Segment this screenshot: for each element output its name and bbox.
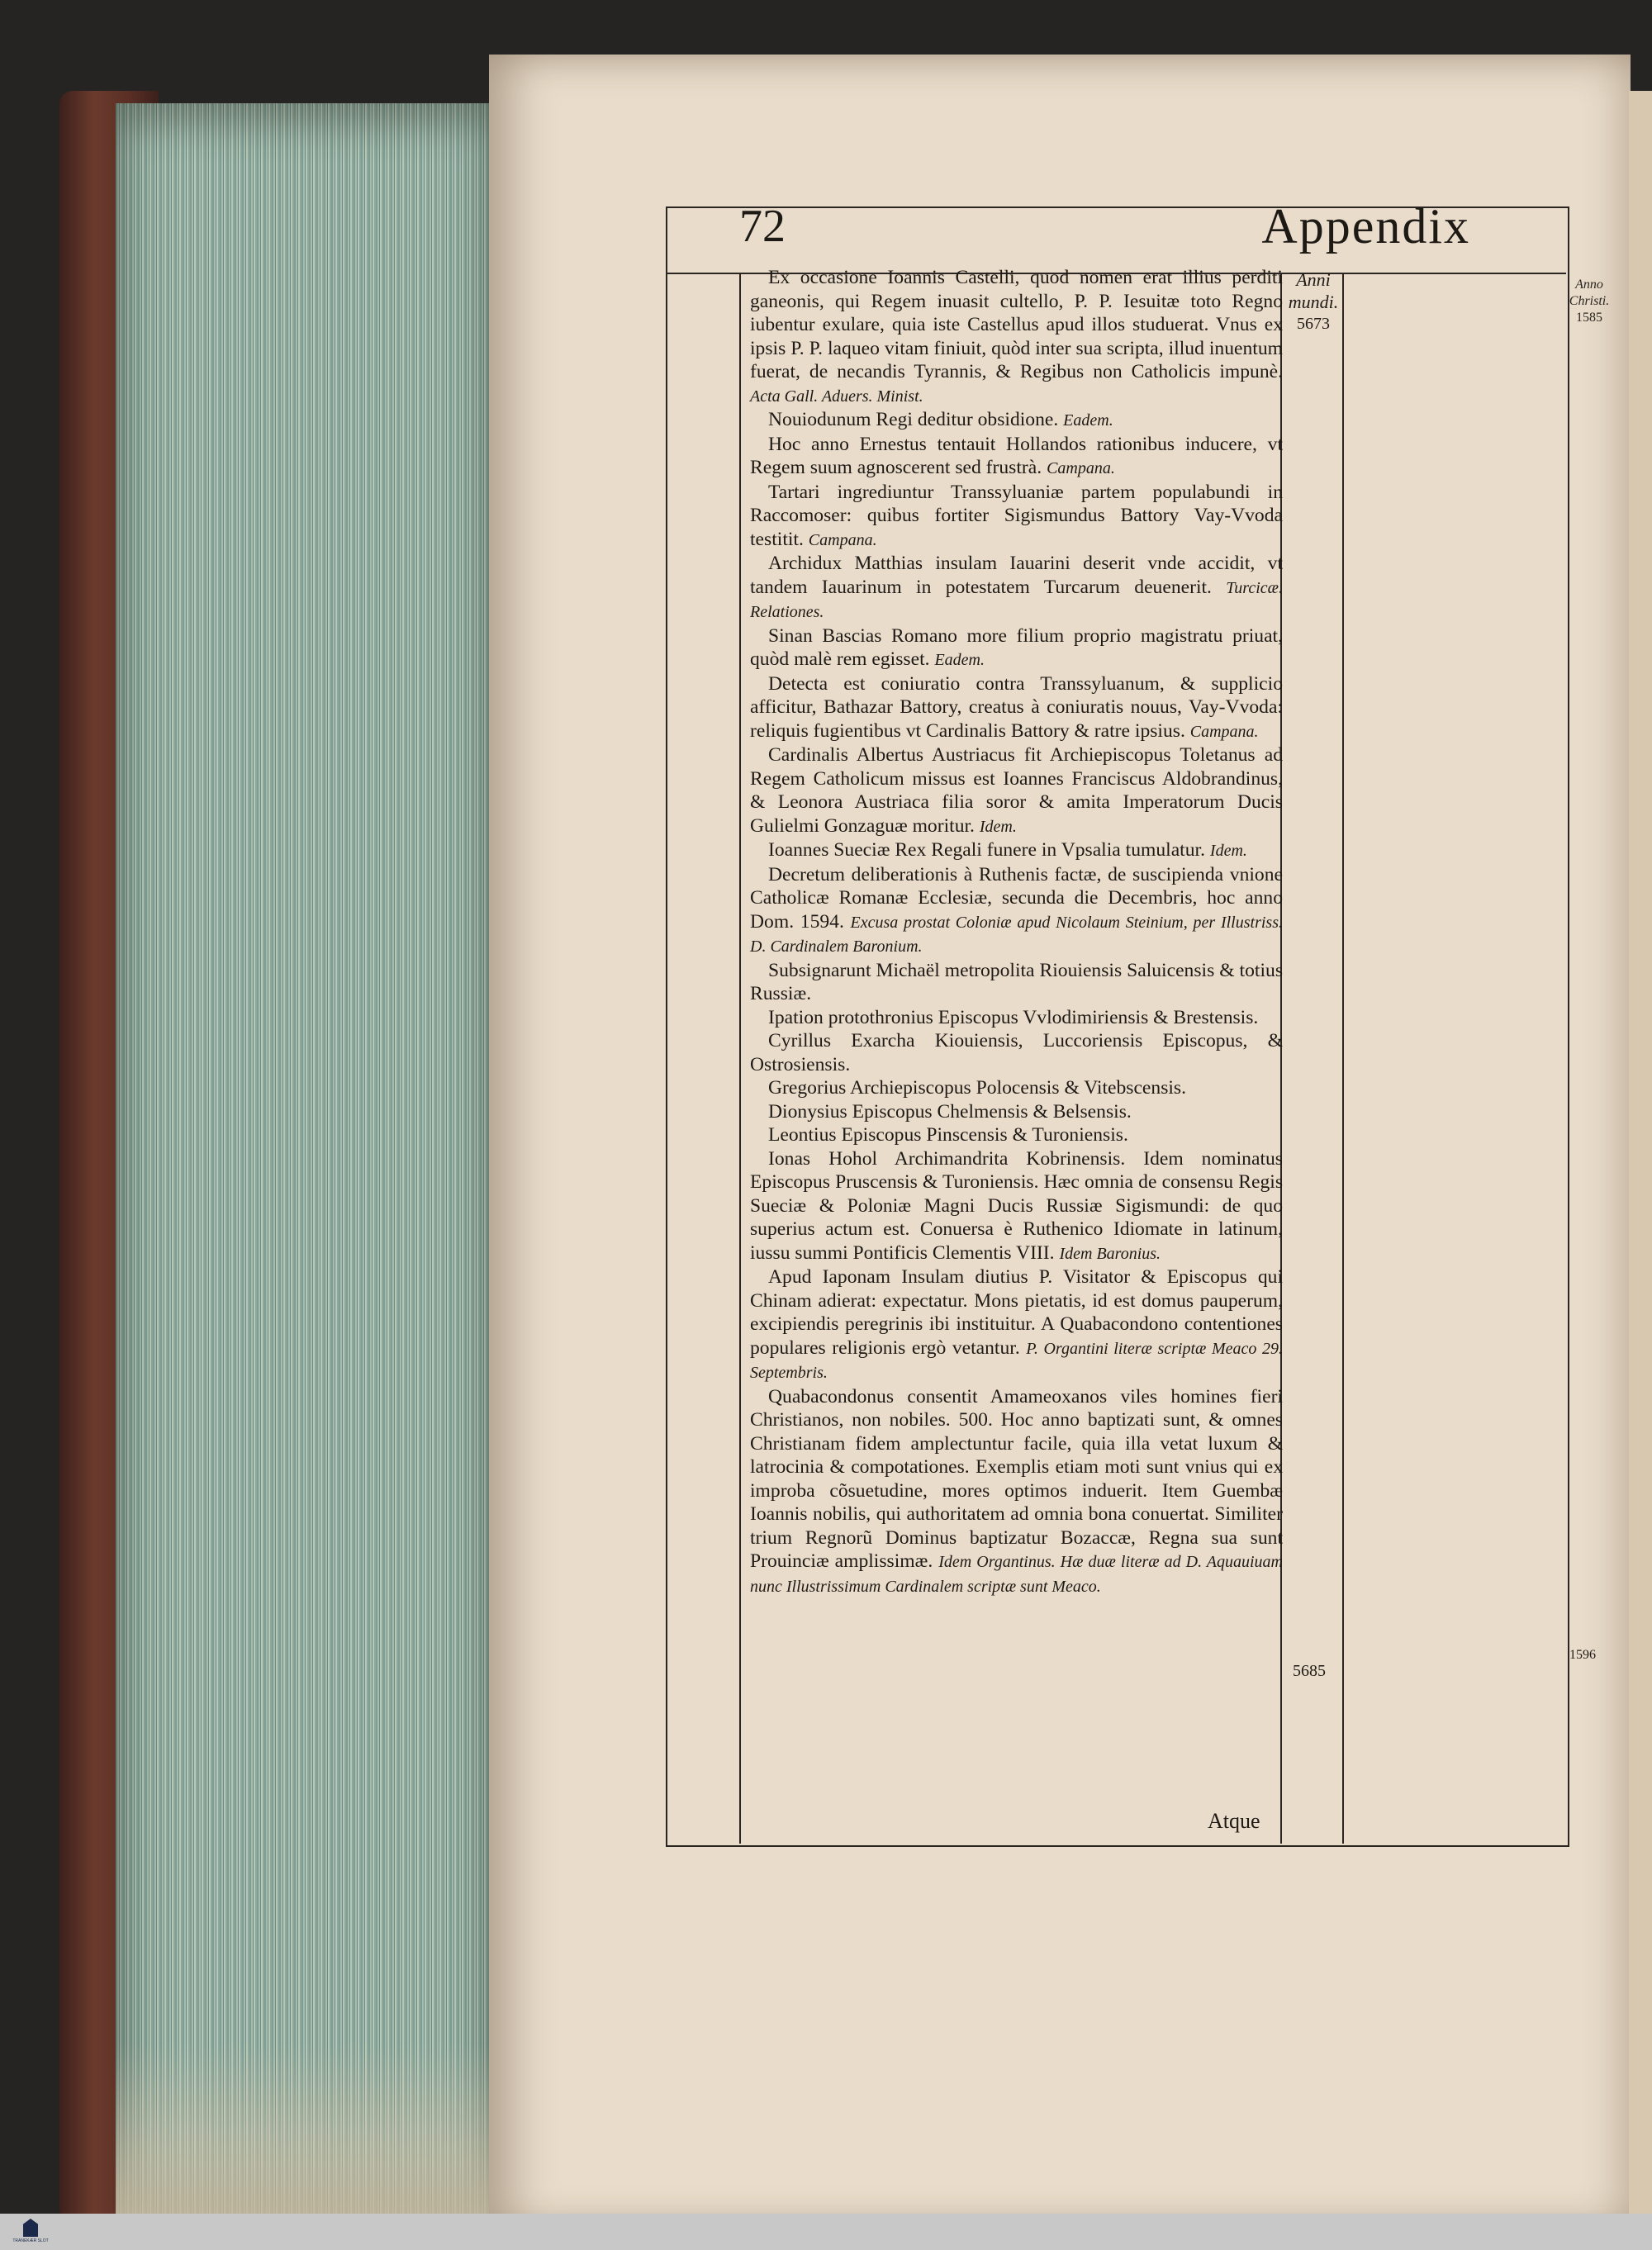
paragraph-text: Subsignarunt Michaël metropolita Riouiensis Saluicensis & totius Russiæ. — [750, 959, 1283, 1004]
margin-anni-year-bottom: 5685 — [1293, 1662, 1326, 1680]
paragraph-text: Nouiodunum Regi deditur obsidione. — [768, 409, 1059, 430]
source-citation: Idem. — [1209, 842, 1247, 860]
paragraph-text: Quabacondonus consentit Amameoxanos viles homines fieri Christianos, non nobiles. 500. Hoc anno baptizati sunt, & omnes Christianam fidem amplectuntur facile, quia illa vetat luxum & latrocinia & compotationes. Exemplis etiam moti sunt vnius qui ex improba cõsuetudine, mores optimos induerit. Item Guembæ Ioannis nobilis, qui authoritatem ad omnia bona conuertat. Similiter trium Regnorũ Dominus baptizatur Bozaccæ, Regna sua sunt Prouinciæ amplissimæ. — [750, 1385, 1283, 1572]
source-citation: Idem. — [979, 817, 1017, 836]
building-icon — [23, 2219, 38, 2237]
paragraph-text: Ipation protothronius Episcopus Vvlodimiriensis & Brestensis. — [768, 1006, 1259, 1028]
catchword: Atque — [1208, 1809, 1260, 1833]
paragraph — [750, 672, 1283, 744]
margin-anni-label: Anni mundi. — [1288, 269, 1339, 312]
paragraph-text: Detecta est coniuratio contra Transsyluanum, & supplicio afficitur, Bathazar Battory, creatus à coniuratis nouus, Vay-Vvoda: reliquis fugientibus vt Cardinalis Battory & ratre ipsius. — [750, 672, 1283, 742]
margin-christi-year-bottom: 1596 — [1569, 1648, 1596, 1662]
main-text-column — [750, 266, 1283, 1598]
paragraph — [750, 1006, 1283, 1030]
paragraph-text: Ionas Hohol Archimandrita Kobrinensis. Idem nominatus Episcopus Pruscensis & Turoniensis. Hæc omnia de consensu Regis Sueciæ & Poloniæ Magni Ducis Russiæ Sigismundi: de quo superius actum est. Conuersa è Ruthenico Idiomate in latinum, iussu summi Pontificis Clementis VIII. — [750, 1147, 1283, 1264]
paragraph-text: Archidux Matthias insulam Iauarini deserit vnde accidit, vt tandem Iauarinum in potestatem Turcarum deuenerit. — [750, 553, 1283, 598]
page-number: 72 — [739, 201, 786, 252]
paragraph-text: Hoc anno Ernestus tentauit Hollandos rationibus inducere, vt Regem suum agnoscerent sed frustrà. — [750, 433, 1283, 478]
source-citation: P. Organtini literæ scriptæ Meaco 29. Septembris. — [750, 1339, 1283, 1382]
source-citation: Idem Organtinus. Hæ duæ literæ ad D. Aquauiuam nunc Illustrissimum Cardinalem scriptæ sunt Meaco. — [750, 1553, 1284, 1596]
source-citation: Idem Baronius. — [1059, 1244, 1161, 1263]
source-citation: Eadem. — [1063, 411, 1113, 430]
source-citation: Turcicæ. Relationes. — [750, 578, 1283, 621]
paragraph-text: Ioannes Sueciæ Rex Regali funere in Vpsalia tumulatur. — [768, 839, 1205, 861]
source-citation: Campana. — [1189, 722, 1259, 741]
paragraph-text: Cyrillus Exarcha Kiouiensis, Luccoriensis Episcopus, & Ostrosiensis. — [750, 1030, 1283, 1075]
paragraph — [750, 552, 1283, 624]
paragraph — [750, 408, 1283, 433]
paragraph — [750, 838, 1283, 863]
running-title: Appendix — [1261, 199, 1470, 254]
paragraph-text: Leontius Episcopus Pinscensis & Turoniensis. — [768, 1124, 1128, 1146]
paragraph-text: Apud Iaponam Insulam diutius P. Visitator & Episcopus qui Chinam adierat: expectatur. Mons pietatis, id est domus pauperum, excipiendis peregrinis ibi instituitur. A Quabacondono contentiones populares religionis ergò vetantur. — [750, 1266, 1283, 1359]
paragraph — [750, 433, 1283, 481]
paragraph — [750, 1385, 1283, 1599]
paragraph-text: Decretum deliberationis à Ruthenis factæ, de suscipienda vnione Catholicæ Romanæ Ecclesiæ, secunda die Decembris, hoc anno Dom. 1594. — [750, 863, 1283, 933]
margin-anni-year-top: 5673 — [1297, 315, 1330, 333]
paragraph — [750, 863, 1283, 959]
paragraph — [750, 1100, 1283, 1124]
margin-christi-label: Anno Christi. — [1569, 278, 1610, 308]
paragraph — [750, 959, 1283, 1006]
viewer-footer-bar — [0, 2214, 1652, 2250]
paragraph — [750, 1029, 1283, 1076]
source-citation: Acta Gall. Aduers. Minist. — [750, 387, 923, 406]
paragraph — [750, 266, 1283, 408]
margin-anni-mundi — [1287, 268, 1340, 335]
paragraph — [750, 481, 1283, 553]
logo-text: TRANEKÆR SLOT — [12, 2238, 49, 2243]
source-citation: Campana. — [808, 530, 877, 549]
paragraph-text: Cardinalis Albertus Austriacus fit Archiepiscopus Toletanus ad Regem Catholicum missus est Ioannes Franciscus Aldobrandinus, & Leonora Austriaca filia soror & amita Imperatorum Ducis Gulielmi Gonzaguæ moritur. — [750, 744, 1283, 837]
paragraph-text: Sinan Bascias Romano more filium proprio magistratu priuat, quòd malè rem egisset. — [750, 624, 1283, 670]
source-citation: Excusa prostat Coloniæ apud Nicolaum Steinium, per Illustriss. D. Cardinalem Baronium. — [750, 913, 1283, 956]
paragraph — [750, 624, 1283, 672]
paragraph — [750, 1147, 1283, 1266]
source-citation: Eadem. — [934, 651, 985, 669]
column-rule-margin — [1342, 273, 1344, 1844]
paragraph-text: Dionysius Episcopus Chelmensis & Belsensis. — [768, 1100, 1132, 1123]
margin-christi-year-top: 1585 — [1576, 311, 1602, 325]
paragraph-text: Tartari ingrediuntur Transsyluaniæ partem populabundi in Raccomoser: quibus fortiter Sigismundus Battory Vay-Vvoda testitit. — [750, 481, 1283, 550]
facing-page-edge — [1629, 91, 1652, 2230]
paragraph — [750, 1076, 1283, 1100]
paragraph-text: Ex occasione Ioannis Castelli, quod nomen erat illius perditi ganeonis, qui Regem inuasit cultello, P. P. Iesuitæ toto Regno iubentur exulare, quia iste Castellus apud illos studuerat. Vnus ex ipsis P. P. laqueo vitam finiuit, quòd inter sua scripta, illud inuentum fuerat, de necandis Tyrannis, & Regibus non Catholicis impunè. — [750, 267, 1283, 382]
paragraph — [750, 743, 1283, 838]
margin-anno-christi — [1564, 277, 1614, 326]
paragraph — [750, 1265, 1283, 1385]
library-logo-icon — [12, 2214, 50, 2250]
column-rule-left — [739, 273, 741, 1844]
paragraph-text: Gregorius Archiepiscopus Polocensis & Vitebscensis. — [768, 1077, 1187, 1099]
page-edges — [116, 103, 496, 2226]
source-citation: Campana. — [1047, 459, 1115, 477]
paragraph — [750, 1123, 1283, 1147]
